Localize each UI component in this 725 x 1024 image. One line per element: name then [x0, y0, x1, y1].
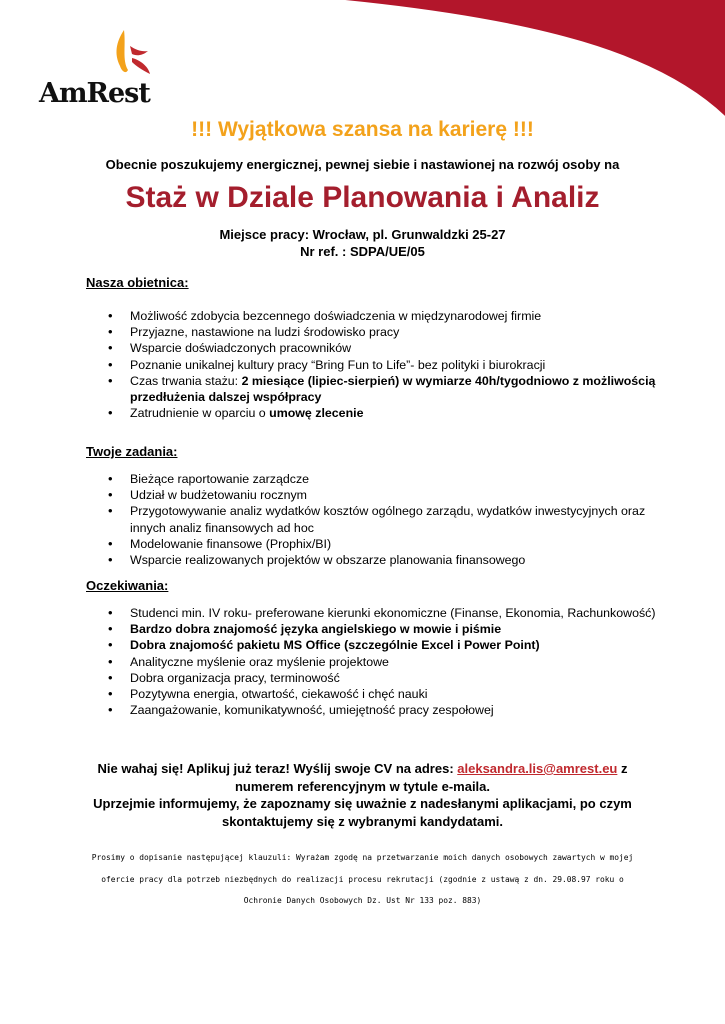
- data-consent-clause: Prosimy o dopisanie następującej klauzuli: Wyrażam zgodę na przetwarzanie moich danych osobowych zawartych w mojej ofercie pracy dla potrzeb niezbędnych do realizacji procesu rekrutacji (zgodnie z ustawą z dn. 29.08.97 roku o Ochronie Danych Osobowych Dz. Ust Nr 133 poz. 883): [91, 853, 634, 905]
- duration-value: 2 miesiące (lipiec-sierpień) w wymiarze 40h/tygodniowo z możliwością przedłużenia dalszej współpracy: [130, 373, 656, 405]
- list-item: • Pozytywna energia, otwartość, ciekawość i chęć nauki: [86, 686, 666, 702]
- list-item: [86, 405, 666, 421]
- list-item: [86, 373, 666, 405]
- promise-list: [86, 308, 666, 421]
- reference-number: Nr ref. : SDPA/UE/05: [300, 244, 425, 259]
- list-item: • Modelowanie finansowe (Prophix/BI): [86, 536, 666, 552]
- tasks-heading: Twoje zadania:: [86, 444, 178, 459]
- list-item: • Poznanie unikalnej kultury pracy “Bring Fun to Life”- bez polityki i biurokracji: [86, 357, 666, 373]
- call-to-action: [0, 760, 725, 830]
- promise-heading: Nasza obietnica:: [86, 275, 189, 290]
- job-title: Staż w Dziale Planowania i Analiz: [125, 181, 600, 214]
- list-item: • Możliwość zdobycia bezcennego doświadczenia w międzynarodowej firmie: [86, 308, 666, 324]
- list-item: • Wsparcie doświadczonych pracowników: [86, 340, 666, 356]
- list-item: • Wsparcie realizowanych projektów w obszarze planowania finansowego: [86, 552, 666, 568]
- list-item-bold: Dobra znajomość pakietu MS Office (szczególnie Excel i Power Point): [130, 638, 540, 653]
- contract-label: Zatrudnienie w oparciu o: [130, 406, 270, 421]
- logo-wordmark: AmRest: [39, 78, 150, 109]
- promise-section: [86, 275, 666, 421]
- list-item: • Bieżące raportowanie zarządcze: [86, 471, 666, 487]
- list-item: • Udział w budżetowaniu rocznym: [86, 487, 666, 503]
- cta-line: Uprzejmie informujemy, że zapoznamy się uważnie z nadesłanymi aplikacjami, po czym: [93, 796, 632, 811]
- list-item: • Analityczne myślenie oraz myślenie projektowe: [86, 654, 666, 670]
- email-link[interactable]: aleksandra.lis@amrest.eu: [457, 761, 618, 776]
- list-item: • Dobra organizacja pracy, terminowość: [86, 670, 666, 686]
- location-text: Miejsce pracy: Wrocław, pl. Grunwaldzki 25-27: [219, 227, 506, 242]
- cta-line: skontaktujemy się z wybranymi kandydatami.: [221, 813, 504, 829]
- cta-line: [0, 760, 725, 778]
- list-item: • Przyjazne, nastawione na ludzi środowisko pracy: [86, 324, 666, 340]
- expectations-list: [86, 605, 666, 718]
- tasks-list: [86, 471, 666, 568]
- contract-value: umowę zlecenie: [269, 406, 364, 421]
- cta-text: Nie wahaj się! Aplikuj już teraz! Wyślij swoje CV na adres:: [97, 761, 458, 776]
- flame-icon: [36, 26, 176, 86]
- cta-text: z: [617, 761, 628, 776]
- duration-label: Czas trwania stażu:: [130, 373, 242, 388]
- headline: !!! Wyjątkowa szansa na karierę !!!: [191, 118, 534, 141]
- intro-text: Obecnie poszukujemy energicznej, pewnej siebie i nastawionej na rozwój osoby na: [105, 157, 620, 172]
- list-item: [86, 621, 666, 637]
- cta-line: numerem referencyjnym w tytule e-maila.: [234, 778, 491, 794]
- list-item: • Zaangażowanie, komunikatywność, umiejętność pracy zespołowej: [86, 702, 666, 718]
- expectations-section: [86, 578, 666, 718]
- list-item-bold: Bardzo dobra znajomość języka angielskiego w mowie i piśmie: [130, 622, 502, 637]
- list-item: [86, 637, 666, 653]
- amrest-logo: [36, 26, 176, 110]
- job-details: [0, 226, 725, 260]
- expectations-heading: Oczekiwania:: [86, 578, 169, 593]
- tasks-section: [86, 444, 666, 568]
- list-item: • Studenci min. IV roku- preferowane kierunki ekonomiczne (Finanse, Ekonomia, Rachunkowość): [86, 605, 666, 621]
- list-item: • Przygotowywanie analiz wydatków kosztów ogólnego zarządu, wydatków inwestycyjnych oraz innych analiz finansowych ad hoc: [86, 503, 666, 535]
